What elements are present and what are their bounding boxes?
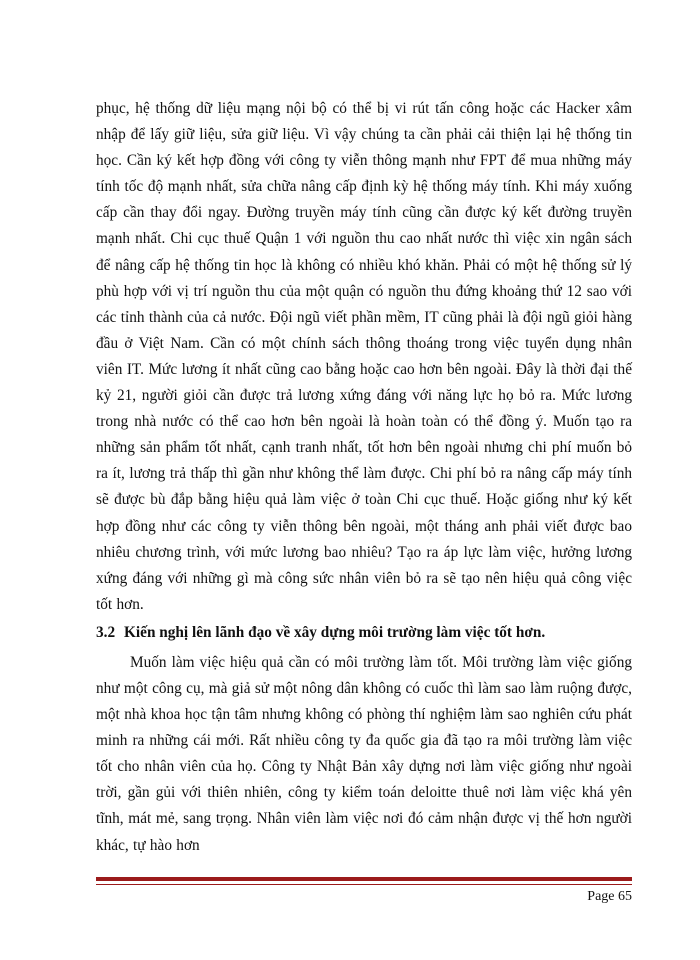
page-number: Page 65	[587, 889, 632, 904]
section-heading	[96, 620, 632, 646]
body-paragraph-2: Muốn làm việc hiệu quả cần có môi trường làm tốt. Môi trường làm việc giống như một công cụ, mà giả sử một nông dân không có cuốc thì làm sao làm ruộng được, một nhà khoa học tận tâm nhưng không có phòng thí nghiệm làm sao nghiên cứu phát minh ra những cái mới. Rất nhiều công ty đa quốc gia đã tạo ra môi trường làm việc tốt cho nhân viên của họ. Công ty Nhật Bản xây dựng nơi làm việc giống như ngoài trời, gần gủi với thiên nhiên, công ty kiểm toán deloitte thuê nơi làm việc khá yên tĩnh, mát mẻ, sang trọng. Nhân viên làm việc nơi đó cảm nhận được vị thế hơn người khác, tự hào hơn	[96, 653, 632, 854]
section-number: 3.2	[96, 623, 116, 641]
footer-rule-thin	[96, 884, 632, 885]
footer-rule-thick	[96, 877, 632, 881]
section-title: Kiến nghị lên lãnh đạo về xây dựng môi trường làm việc tốt hơn.	[124, 623, 546, 641]
page-content	[96, 96, 632, 859]
body-paragraph-1: phục, hệ thống dữ liệu mạng nội bộ có thể bị vi rút tấn công hoặc các Hacker xâm nhập để lấy giữ liệu, sửa giữ liệu. Vì vậy chúng ta cần phải cải thiện lại hệ thống tin học. Cần ký kết hợp đồng với công ty viễn thông mạnh như FPT để mua những máy tính tốc độ mạnh nhất, sửa chữa nâng cấp định kỳ hệ thống máy tính. Khi máy xuống cấp cần thay đổi ngay. Đường truyền máy tính cũng cần được ký kết đường truyền mạnh nhất. Chi cục thuế Quận 1 với nguồn thu cao nhất nước thì việc xin ngân sách để nâng cấp hệ thống tin học là không có nhiều khó khăn. Phải có một hệ thống sử lý phù hợp với vị trí nguồn thu của một quận có nguồn thu đứng khoảng thứ 12 sao với các tỉnh thành của cả nước. Đội ngũ viết phần mềm, IT cũng phải là đội ngũ giỏi hàng đầu ở Việt Nam. Cần có một chính sách thông thoáng trong việc tuyển dụng nhân viên IT. Mức lương ít nhất cũng cao bằng hoặc cao hơn bên ngoài. Đây là thời đại thế kỷ 21, người giỏi cần được trả lương xứng đáng với năng lực họ bỏ ra. Mức lương trong nhà nước có thể cao hơn bên ngoài là hoàn toàn có thể đồng ý. Muốn tạo ra những sản phẩm tốt nhất, cạnh tranh nhất, tốt hơn bên ngoài nhưng chi phí muốn bỏ ra ít, lương trả thấp thì gần như không thể làm được. Chi phí bỏ ra nâng cấp máy tính sẽ được bù đắp bằng hiệu quả làm việc ở toàn Chi cục thuế. Hoặc giống như ký kết hợp đồng như các công ty viễn thông bên ngoài, một tháng anh phải viết được bao nhiêu chương trình, với mức lương bao nhiêu? Tạo ra áp lực làm việc, hưởng lương xứng đáng với những gì mà công sức nhân viên bỏ ra sẽ tạo nên hiệu quả công việc tốt hơn.	[96, 100, 632, 613]
